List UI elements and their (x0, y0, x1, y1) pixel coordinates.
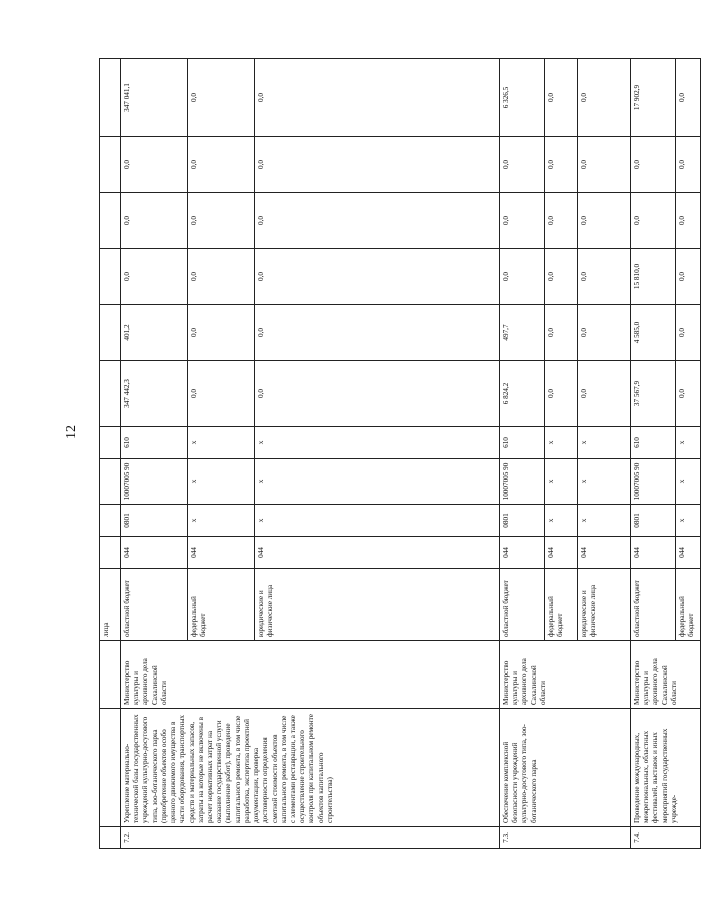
year-amount: 15 810,0 (631, 249, 676, 305)
total-amount: 347 442,3 (121, 361, 188, 427)
target-article-code: 10007005 90 (121, 459, 188, 505)
year-amount: 0,0 (500, 249, 545, 305)
funding-source: федеральный бюджет (676, 569, 701, 641)
funding-source: областной бюджет (121, 569, 188, 641)
grbs-code: 044 (676, 537, 701, 569)
year-amount: 0,0 (578, 193, 631, 249)
year-amount: 0,0 (121, 249, 188, 305)
executor: Министерство культуры и архивного дела Сахалинской области (500, 641, 631, 709)
executor: Министерство культуры и архивного дела Сахалинской области (631, 641, 701, 709)
year-amount: 0,0 (188, 59, 255, 137)
funding-source: областной бюджет (631, 569, 676, 641)
year-amount: 0,0 (578, 249, 631, 305)
target-article-code: x (676, 459, 701, 505)
total-amount: 37 567,9 (631, 361, 676, 427)
year-amount: 0,0 (676, 193, 701, 249)
grbs-code: 044 (121, 537, 188, 569)
target-article-code: 10007005 90 (500, 459, 545, 505)
grbs-code: 044 (255, 537, 500, 569)
funding-source: федеральный бюджет (545, 569, 578, 641)
year-amount: 0,0 (676, 305, 701, 361)
total-amount: 0,0 (545, 361, 578, 427)
page-number: 12 (64, 425, 79, 439)
header-continuation-row (100, 59, 121, 849)
target-article-code: x (255, 459, 500, 505)
expense-type-code: x (578, 427, 631, 459)
year-amount: 0,0 (676, 249, 701, 305)
year-amount: 0,0 (121, 137, 188, 193)
year-amount: 0,0 (578, 59, 631, 137)
table-row (121, 59, 188, 849)
year-amount: 347 041,1 (121, 59, 188, 137)
year-amount: 4 585,0 (631, 305, 676, 361)
expense-type-code: x (676, 427, 701, 459)
year-amount: 0,0 (676, 59, 701, 137)
executor: Министерство культуры и архивного дела Сахалинской области (121, 641, 500, 709)
year-amount: 0,0 (578, 305, 631, 361)
header-fragment: лица (100, 569, 121, 641)
year-amount: 0,0 (545, 305, 578, 361)
total-amount: 0,0 (578, 361, 631, 427)
row-number: 7.3. (500, 827, 631, 849)
funding-source: юридические и физические лица (578, 569, 631, 641)
expense-type-code: x (255, 427, 500, 459)
year-amount: 0,0 (631, 193, 676, 249)
expense-type-code: 610 (631, 427, 676, 459)
year-amount: 0,0 (255, 137, 500, 193)
row-number: 7.4. (631, 827, 701, 849)
measure-name: Проведение международных, межрегиональных, областных фестивалей, выставок и иных мероприятий государственных учрежде- (631, 709, 701, 827)
funding-source: федеральный бюджет (188, 569, 255, 641)
section-code: 0801 (500, 505, 545, 537)
section-code: x (578, 505, 631, 537)
section-code: x (188, 505, 255, 537)
rotated-table-container (99, 59, 696, 849)
year-amount: 497,7 (500, 305, 545, 361)
expense-type-code: 610 (500, 427, 545, 459)
grbs-code: 044 (188, 537, 255, 569)
expense-type-code: x (188, 427, 255, 459)
year-amount: 17 902,9 (631, 59, 676, 137)
measure-name: Укрепление материально-технической базы государственных учреждений культурно-досугового типа, зоо-ботанического парка (приобретение объектов особо ценного движимого имущества в части оборудования, транспортных средств и материальных запасов, затраты на которые не включены в расчет нормативных затрат на оказание государственной услуги (выполнение работ), проведение капитального ремонта, в том числе разработка, экспертиза проектной документации, проверка достоверности определения сметной стоимости объектов капитального ремонта, в том числе с элементами реставрации, а также осуществление строительного контроля при капитальном ремонте объектов капитального строительства) (121, 709, 500, 827)
program-funding-table (99, 58, 701, 849)
year-amount: 0,0 (188, 249, 255, 305)
measure-name: Обеспечение комплексной безопасности учреждений культурно-досугового типа, зоо-ботанического парка (500, 709, 631, 827)
table-row (631, 59, 676, 849)
year-amount: 0,0 (676, 137, 701, 193)
funding-source: юридические и физические лица (255, 569, 500, 641)
year-amount: 0,0 (545, 249, 578, 305)
year-amount: 0,0 (188, 193, 255, 249)
expense-type-code: 610 (121, 427, 188, 459)
year-amount: 0,0 (578, 137, 631, 193)
target-article-code: x (188, 459, 255, 505)
section-code: x (676, 505, 701, 537)
year-amount: 0,0 (255, 305, 500, 361)
year-amount: 0,0 (500, 193, 545, 249)
target-article-code: x (578, 459, 631, 505)
year-amount: 0,0 (500, 137, 545, 193)
year-amount: 0,0 (545, 193, 578, 249)
grbs-code: 044 (545, 537, 578, 569)
expense-type-code: x (545, 427, 578, 459)
grbs-code: 044 (578, 537, 631, 569)
year-amount: 0,0 (255, 193, 500, 249)
year-amount: 0,0 (545, 137, 578, 193)
year-amount: 0,0 (545, 59, 578, 137)
total-amount: 0,0 (676, 361, 701, 427)
row-number: 7.2. (121, 827, 500, 849)
target-article-code: 10007005 90 (631, 459, 676, 505)
section-code: x (255, 505, 500, 537)
year-amount: 6 326,5 (500, 59, 545, 137)
year-amount: 0,0 (121, 193, 188, 249)
year-amount: 0,0 (188, 305, 255, 361)
total-amount: 0,0 (188, 361, 255, 427)
year-amount: 401,2 (121, 305, 188, 361)
section-code: x (545, 505, 578, 537)
table-row (500, 59, 545, 849)
section-code: 0801 (121, 505, 188, 537)
target-article-code: x (545, 459, 578, 505)
grbs-code: 044 (631, 537, 676, 569)
year-amount: 0,0 (255, 249, 500, 305)
funding-source: областной бюджет (500, 569, 545, 641)
year-amount: 0,0 (188, 137, 255, 193)
total-amount: 6 824,2 (500, 361, 545, 427)
year-amount: 0,0 (631, 137, 676, 193)
total-amount: 0,0 (255, 361, 500, 427)
year-amount: 0,0 (255, 59, 500, 137)
section-code: 0801 (631, 505, 676, 537)
grbs-code: 044 (500, 537, 545, 569)
